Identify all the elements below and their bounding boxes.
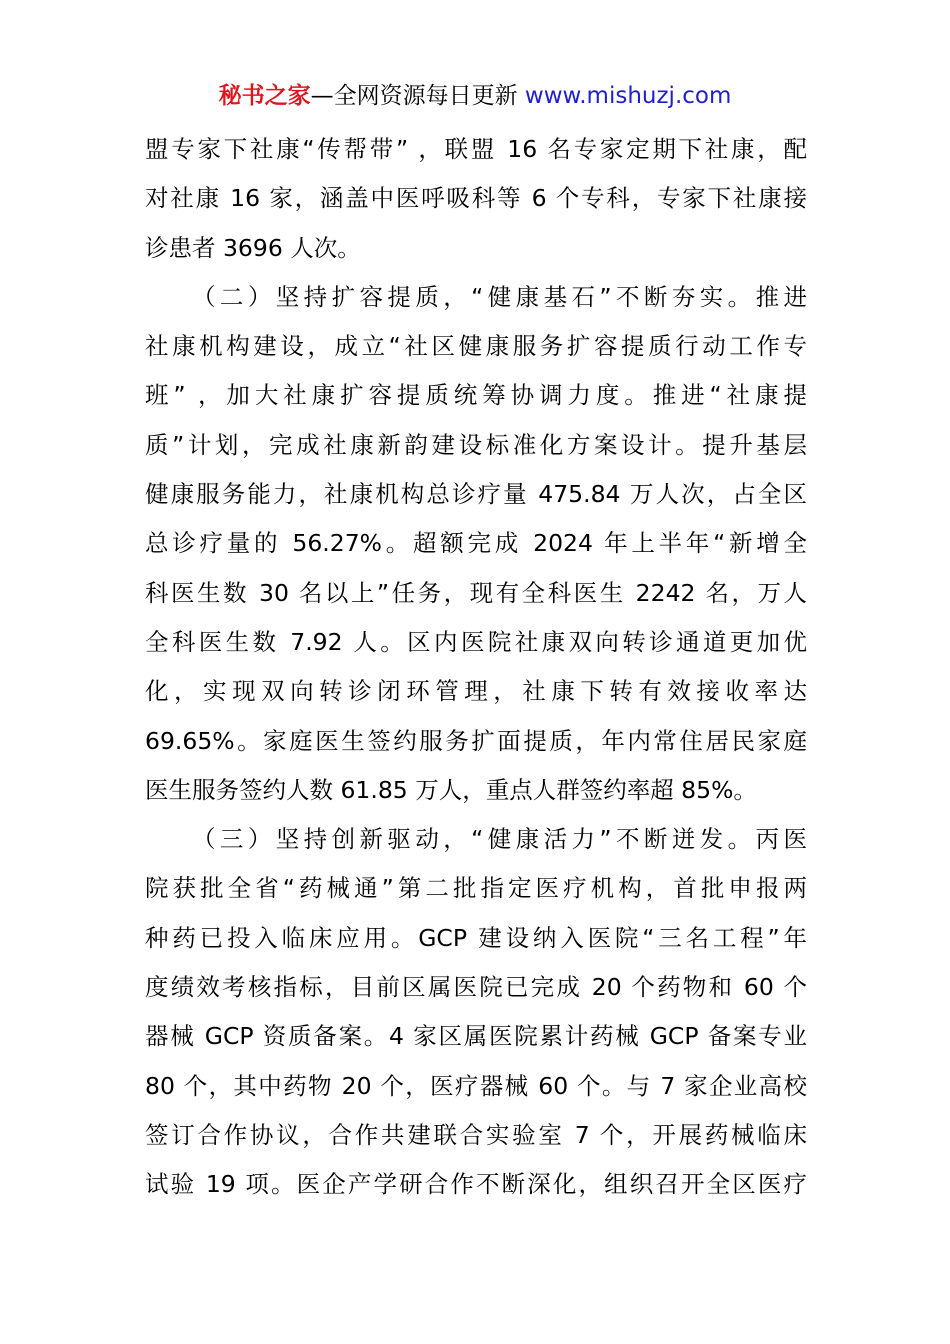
- document-body: [145, 125, 807, 1210]
- text-line: 社康机构建设，成立“社区健康服务扩容提质行动工作专: [145, 332, 807, 361]
- header-tagline: —全网资源每日更新: [310, 83, 525, 109]
- text-line: 80 个，其中药物 20 个，医疗器械 60 个。与 7 家企业高校: [145, 1071, 807, 1100]
- site-header: [0, 80, 950, 112]
- text-line: 化，实现双向转诊闭环管理，社康下转有效接收率达: [145, 677, 807, 706]
- text-line: 盟专家下社康“传帮带” ，联盟 16 名专家定期下社康，配: [145, 135, 807, 163]
- text-line: 签订合作协议，合作共建联合实验室 7 个，开展药械临床: [145, 1120, 807, 1149]
- text-line: 种药已投入临床应用。GCP 建设纳入医院“三名工程”年: [145, 923, 807, 952]
- text-line: （二）坚持扩容提质，“健康基石”不断夯实。推进: [192, 282, 807, 311]
- text-line: 医生服务签约人数 61.85 万人，重点人群签约率超 85%。: [145, 775, 757, 804]
- text-line: 健康服务能力，社康机构总诊疗量 475.84 万人次，占全区: [145, 480, 807, 509]
- text-line: 对社康 16 家，涵盖中医呼吸科等 6 个专科，专家下社康接: [145, 184, 807, 213]
- text-line: 度绩效考核指标，目前区属医院已完成 20 个药物和 60 个: [145, 973, 807, 1002]
- paragraph: [145, 273, 807, 815]
- text-line: 全科医生数 7.92 人。区内医院社康双向转诊通道更加优: [145, 627, 807, 656]
- paragraph: [145, 125, 807, 273]
- text-line: 69.65%。家庭医生签约服务扩面提质，年内常住居民家庭: [145, 726, 807, 755]
- text-line: 器械 GCP 资质备案。4 家区属医院累计药械 GCP 备案专业: [145, 1022, 807, 1051]
- text-line: 质”计划，完成社康新韵建设标准化方案设计。提升基层: [145, 430, 807, 459]
- text-line: 总诊疗量的 56.27%。超额完成 2024 年上半年“新增全: [145, 529, 807, 558]
- paragraph: [145, 815, 807, 1209]
- text-line: （三）坚持创新驱动，“健康活力”不断迸发。丙医: [192, 825, 807, 854]
- brand-name: 秘书之家: [218, 83, 311, 109]
- site-url[interactable]: www.mishuzj.com: [524, 83, 732, 109]
- text-line: 院获批全省“药械通”第二批指定医疗机构，首批申报两: [145, 874, 807, 903]
- text-line: 试验 19 项。医企产学研合作不断深化，组织召开全区医疗: [145, 1170, 807, 1199]
- text-line: 科医生数 30 名以上”任务，现有全科医生 2242 名，万人: [145, 578, 807, 607]
- text-line: 诊患者 3696 人次。: [145, 233, 361, 262]
- text-line: 班” ，加大社康扩容提质统筹协调力度。推进“社康提: [145, 381, 807, 410]
